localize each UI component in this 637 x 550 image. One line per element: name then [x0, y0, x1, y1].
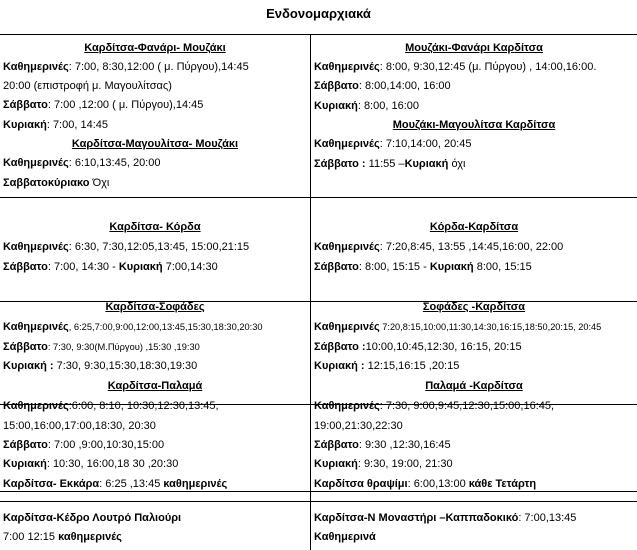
times: : 7:00 ,9:00,10:30,15:00	[47, 439, 165, 451]
day-label: Κυριακή	[118, 261, 163, 273]
route-label: Καρδίτσα-Ν Μοναστήρι –Καππαδοκικό	[314, 512, 519, 524]
day-label: Καθημερινές	[3, 321, 69, 333]
day-label: Σάββατο	[314, 261, 359, 273]
row-divider	[0, 491, 637, 492]
day-label: Καθημερινές	[3, 400, 69, 412]
times: : 7:30, 9:30(Μ.Πύργου) ,15:30 ,19:30	[47, 342, 200, 352]
times: : 6:25 ,13:45	[99, 478, 164, 490]
times: : 6:00,13:00	[407, 478, 469, 490]
days-label: καθημερινές	[163, 478, 228, 490]
day-label: Κυριακή	[3, 119, 47, 131]
times: : 7:10,14:00, 20:45	[379, 138, 472, 150]
day-label: Κυριακή	[429, 261, 474, 273]
day-label: Σάββατο :	[314, 158, 366, 170]
times: 8:00, 15:15	[473, 261, 532, 273]
times: : 7:00 ,12:00 ( μ. Πύργου),14:45	[47, 99, 204, 111]
days-label: Καθημερινά	[314, 531, 376, 543]
day-label: Σάββατο	[3, 341, 48, 353]
day-label: Κυριακή :	[314, 360, 365, 372]
times: : 7:00, 14:30 -	[47, 261, 119, 273]
day-label: Σάββατο	[314, 439, 359, 451]
schedule-line	[3, 457, 178, 471]
times: 12:15,16:15 ,20:15	[364, 360, 460, 372]
route-heading: Καρδίτσα-Φανάρι- Μουζάκι	[84, 42, 226, 54]
schedule-line	[3, 477, 227, 491]
day-label: Κυριακή :	[3, 360, 54, 372]
schedule-line	[3, 60, 249, 74]
schedule-line	[3, 340, 200, 354]
day-label: Κυριακή	[3, 458, 47, 470]
route-heading: Μουζάκι-Φανάρι Καρδίτσα	[405, 42, 543, 54]
route-subheading: Καρδίτσα-Μαγουλίτσα- Μουζάκι	[71, 138, 239, 150]
schedule-line	[314, 60, 596, 74]
schedule-line	[3, 438, 164, 452]
schedule-line	[3, 156, 160, 170]
times: : 9:30 ,12:30,16:45	[358, 439, 451, 451]
day-label: Καθημερινές	[314, 241, 380, 253]
schedule-line	[3, 240, 249, 254]
times: 20:00 (επιστροφή μ. Μαγουλίτσας)	[3, 80, 172, 92]
times: 7:30, 9:30,15:30,18:30,19:30	[53, 360, 198, 372]
schedule-line	[314, 399, 554, 413]
times: : 8:00, 9:30,12:45 (μ. Πύργου) , 14:00,16:00.	[379, 61, 597, 73]
times: : 8:00, 16:00	[357, 100, 419, 112]
schedule-line	[314, 79, 451, 93]
times: όχι	[448, 158, 466, 170]
day-label: Σάββατο	[3, 439, 48, 451]
schedule-line	[3, 260, 218, 274]
times: 15:00,16:00,17:00,18:30, 20:30	[3, 420, 156, 432]
times: 7:00 12:15	[3, 531, 59, 543]
times: : 6:30, 7:30,12:05,13:45, 15:00,21:15	[68, 241, 250, 253]
route-heading: Παλαμά -Καρδίτσα	[425, 380, 523, 392]
times: : 7:30, 9:00,9:45,12:30,15:00,16:45,	[379, 400, 555, 412]
schedule-line	[314, 438, 451, 452]
schedule-line	[314, 157, 466, 171]
times: : 9:30, 19:00, 21:30	[357, 458, 453, 470]
times: : 7:20,8:45, 13:55 ,14:45,16:00, 22:00	[379, 241, 564, 253]
route-heading: Κόρδα-Καρδίτσα	[429, 221, 519, 233]
times: 19:00,21:30,22:30	[314, 420, 403, 432]
schedule-line	[3, 419, 156, 433]
route-heading: Καρδίτσα- Κόρδα	[109, 221, 201, 233]
schedule-line	[3, 118, 108, 132]
day-label: Καθημερινές	[3, 61, 69, 73]
day-label: Σάββατο	[3, 99, 48, 111]
schedule-line	[314, 457, 453, 471]
schedule-line	[3, 530, 122, 544]
day-label: Καθημερινές	[314, 400, 380, 412]
times: : 7:00, 8:30,12:00 ( μ. Πύργου),14:45	[68, 61, 249, 73]
day-label: Σαββατοκύριακο	[3, 177, 90, 189]
day-label: Κυριακή	[314, 100, 358, 112]
times: Όχι	[89, 177, 110, 189]
day-label: Καθημερινές	[314, 138, 380, 150]
row-divider	[0, 501, 637, 502]
day-label: Σάββατο :	[314, 341, 366, 353]
days-label: κάθε Τετάρτη	[468, 478, 537, 490]
route-heading: Σοφάδες -Καρδίτσα	[422, 301, 526, 313]
day-label: Σάββατο	[3, 261, 48, 273]
left-column	[0, 35, 310, 550]
day-label: Καθημερινές	[314, 321, 380, 333]
schedule-line	[314, 340, 522, 354]
schedule-line	[3, 359, 197, 373]
times: , 6:25,7:00,9:00,12:00,13:45,15:30,18:30,20:30	[68, 322, 263, 332]
times: : 6:10,13:45, 20:00	[68, 157, 161, 169]
schedule-line	[314, 99, 419, 113]
route-heading: Καρδίτσα-Κέδρο Λουτρό Παλιούρι	[3, 512, 182, 524]
times: : 7:00,13:45	[518, 512, 577, 524]
times: 11:55 –	[365, 158, 405, 170]
times: : 7:00, 14:45	[46, 119, 108, 131]
days-label: καθημερινές	[58, 531, 122, 543]
schedule-line	[3, 399, 219, 413]
schedule-line	[314, 260, 532, 274]
times: : 8:00, 15:15 -	[358, 261, 430, 273]
page-title: Ενδονομαρχιακά	[266, 6, 371, 21]
schedule-line	[3, 98, 203, 112]
schedule-line	[3, 176, 109, 190]
schedule-line	[314, 477, 536, 491]
schedule-line	[314, 320, 601, 334]
times: 10:00,10:45,12:30, 16:15, 20:15	[365, 341, 522, 353]
schedule-line	[314, 359, 459, 373]
route-label: Καρδίτσα- Εκκάρα	[3, 478, 100, 490]
schedule-line	[314, 137, 471, 151]
schedule-line	[314, 240, 563, 254]
times: 7:20,8:15,10:00,11:30,14:30,16:15,18:50,20:15, 20:45	[379, 322, 602, 332]
times: :6:00, 8:10, 10:30,12:30,13:45,	[68, 400, 219, 412]
route-label: Καρδίτσα θραψίμι	[314, 478, 408, 490]
times: 7:00,14:30	[162, 261, 218, 273]
times: : 8:00,14:00, 16:00	[358, 80, 451, 92]
schedule-line	[3, 320, 263, 334]
day-label: Κυριακή	[404, 158, 449, 170]
times: : 10:30, 16:00,18 30 ,20:30	[46, 458, 179, 470]
schedule-line	[314, 419, 403, 433]
schedule-line	[3, 79, 172, 93]
day-label: Κυριακή	[314, 458, 358, 470]
schedule-table	[0, 34, 637, 550]
day-label: Καθημερινές	[3, 157, 69, 169]
route-heading: Καρδίτσα-Σοφάδες	[105, 301, 205, 313]
schedule-line	[314, 511, 576, 525]
route-heading: Καρδίτσα-Παλαμά	[107, 380, 203, 392]
row-divider	[0, 197, 637, 198]
day-label: Καθημερινές	[314, 61, 380, 73]
route-subheading: Μουζάκι-Μαγουλίτσα Καρδίτσα	[392, 119, 556, 131]
day-label: Σάββατο	[314, 80, 359, 92]
day-label: Καθημερινές	[3, 241, 69, 253]
